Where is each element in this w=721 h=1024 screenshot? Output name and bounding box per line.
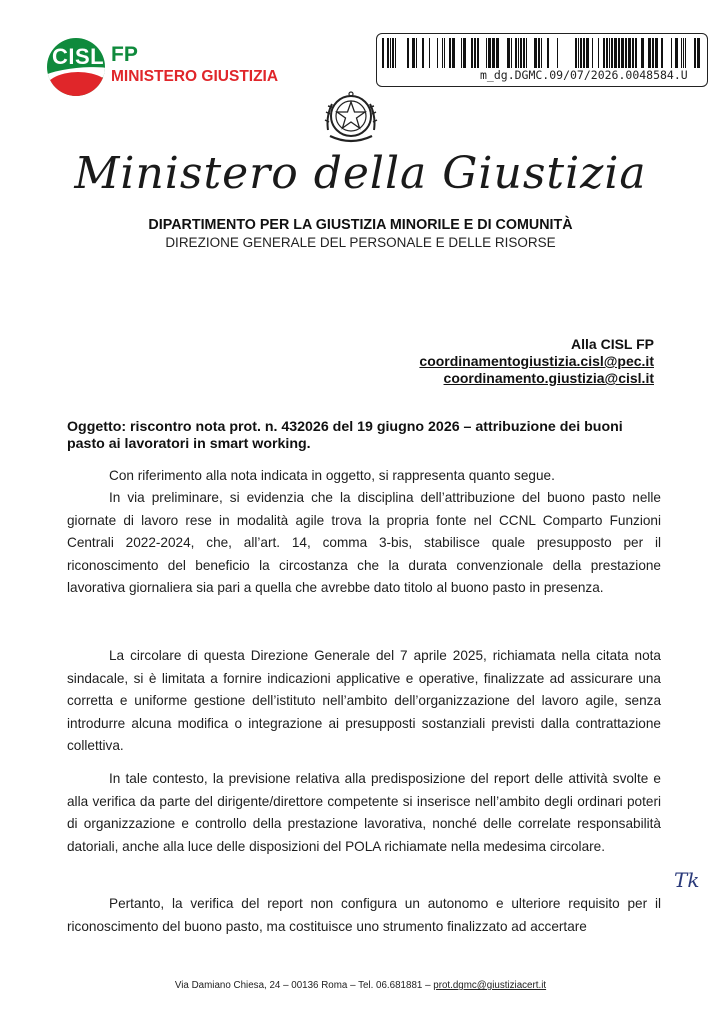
logo-cisl-text: CISL [52,44,105,69]
handwritten-initials: Tk [674,868,700,892]
direction-name: DIREZIONE GENERALE DEL PERSONALE E DELLE RISORSE [165,235,556,250]
body-paragraph-4: In tale contesto, la previsione relativa alla predisposizione del report delle attività svolte e alla verifica da parte del dirigente/direttore competente si inserisce nell’ambito degli ordinari poteri di organizzazione e controllo della prestazione lavorativa, nonché delle correlate responsabilità datoriali, anche alla luce delle disposizioni del POLA richiamate nella medesima circolare. [67,771,661,854]
recipient-pec-email[interactable]: coordinamentogiustizia.cisl@pec.it [419,353,654,369]
footer [0,980,721,991]
ministry-title: Ministero della Giustizia [74,148,647,199]
body-paragraph-5: Pertanto, la verifica del report non configura un autonomo e ulteriore requisito per il riconoscimento del buono pasto, ma costituisce uno strumento finalizzato ad accertare [67,896,661,934]
recipient-name: Alla CISL FP [571,336,654,352]
department-name: DIPARTIMENTO PER LA GIUSTIZIA MINORILE E DI COMUNITÀ [148,217,573,233]
body-paragraph-3: La circolare di questa Direzione Generale del 7 aprile 2025, richiamata nella citata nota sindacale, si è limitata a fornire indicazioni applicative e operative, finalizzate ad assicurare una corretta e uniforme gestione dell’istituto nell’ambito dell’organizzazione del lavoro agile, senza introdurre alcuna modifica o integrazione ai presupposti sostanziali previsti dalla contrattazione collettiva. [67,648,661,753]
recipient-email[interactable]: coordinamento.giustizia@cisl.it [443,370,654,386]
subject-line: Oggetto: riscontro nota prot. n. 432026 del 19 giugno 2026 – attribuzione dei buoni pasto ai lavoratori in smart working. [67,419,623,452]
logo-fp-text: FP [111,43,138,66]
protocol-number: m_dg.DGMC.09/07/2026.0048584.U [480,68,688,82]
body-paragraph-2: In via preliminare, si evidenzia che la disciplina dell’attribuzione del buono pasto nelle giornate di lavoro rese in modalità agile trova la propria fonte nel CCNL Comparto Funzioni Centrali 2022-2024, che, all’art. 14, comma 3-bis, stabilisce quale presupposto per il riconoscimento del beneficio la circostanza che la durata convenzionale della prestazione lavorativa giornaliera sia pari a quella che avrebbe dato titolo al buono pasto in presenza. [67,490,661,595]
footer-address: Via Damiano Chiesa, 24 – 00136 Roma – Tel. 06.681881 – [174,980,434,991]
body-paragraph-1: Con riferimento alla nota indicata in oggetto, si rappresenta quanto segue. [109,468,555,483]
italian-republic-emblem-icon [318,86,384,152]
barcode-icon [382,38,700,68]
logo-subtitle: MINISTERO GIUSTIZIA [111,68,279,85]
footer-pec-link[interactable]: prot.dgmc@giustiziacert.it [433,980,547,991]
